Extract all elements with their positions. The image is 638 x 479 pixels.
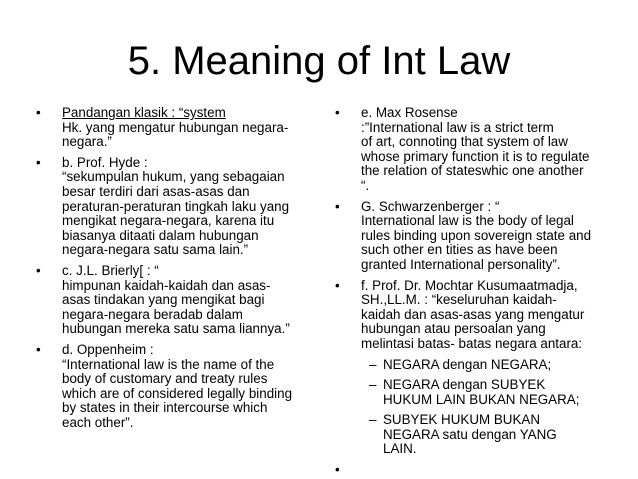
bullet-icon: •	[36, 262, 41, 278]
item-line: whose primary function it is to regulate	[361, 148, 590, 164]
sub-item-line: NEGARA satu dengan YANG	[383, 426, 557, 442]
bullet-icon: •	[335, 462, 340, 478]
dash-icon: –	[369, 412, 377, 428]
item-line: besar terdiri dari asas-asas dan	[62, 183, 250, 199]
item-line: mengikat negara-negara, karena itu	[62, 213, 275, 229]
dash-icon: –	[369, 377, 377, 393]
list-item	[335, 106, 613, 194]
item-line: b. Prof. Hyde :	[62, 154, 148, 170]
bullet-icon: •	[335, 198, 340, 214]
item-line: negara-negara satu sama lain.”	[62, 242, 249, 258]
bullet-icon: •	[335, 277, 340, 293]
slide-title: 5. Meaning of Int Law	[127, 39, 511, 83]
item-line: of art, connoting that system of law	[361, 134, 568, 150]
right-column	[335, 105, 613, 478]
item-line: Pandangan klasik : “system	[62, 105, 226, 120]
item-line: International law is the body of legal	[361, 213, 574, 229]
item-line: “International law is the name of the	[62, 356, 275, 372]
list-item	[335, 200, 613, 273]
item-line: each other”.	[62, 414, 134, 430]
sub-item-line: SUBYEK HUKUM BUKAN	[383, 412, 540, 428]
item-line: granted International personality”.	[361, 256, 561, 272]
sub-item-line: NEGARA dengan SUBYEK	[383, 377, 546, 393]
sub-list-item	[335, 358, 613, 373]
list-item	[36, 106, 326, 150]
list-item	[36, 156, 326, 258]
item-line: melintasi batas- batas negara antara:	[361, 335, 583, 351]
item-line: which are of considered legally binding	[62, 385, 293, 401]
left-column	[36, 106, 326, 436]
item-line: Hk. yang mengatur hubungan negara-	[62, 119, 289, 135]
item-line: hubungan atau persoalan yang	[361, 321, 546, 337]
item-line: “.	[361, 177, 370, 193]
sub-list-item	[335, 413, 613, 457]
item-line: negara-negara beradab dalam	[62, 306, 243, 322]
item-line: peraturan-peraturan tingkah laku yang	[62, 198, 290, 214]
item-line: kaidah dan asas-asas yang mengatur	[361, 306, 585, 322]
item-line: body of customary and treaty rules	[62, 371, 268, 387]
item-line: by states in their intercourse which	[62, 400, 268, 416]
list-item	[335, 279, 613, 352]
item-line: SH.,LL.M. : “keseluruhan kaidah-	[361, 292, 557, 308]
item-line: asas tindakan yang mengikat bagi	[62, 292, 265, 308]
item-line: c. J.L. Brierly[ : “	[62, 262, 159, 278]
sub-item-line: HUKUM LAIN BUKAN NEGARA;	[383, 391, 580, 407]
bullet-icon: •	[36, 341, 41, 357]
sub-list-item	[335, 378, 613, 407]
list-item	[36, 343, 326, 431]
dash-icon: –	[369, 356, 377, 372]
item-line: himpunan kaidah-kaidah dan asas-	[62, 277, 271, 293]
item-line: hubungan mereka satu sama liannya.”	[62, 321, 290, 337]
item-line: such other en tities as have been	[361, 242, 558, 258]
sub-item-line: NEGARA dengan NEGARA;	[383, 356, 552, 372]
item-line: biasanya ditaati dalam hubungan	[62, 227, 259, 243]
item-line: e. Max Rosense	[361, 105, 458, 120]
item-line: f. Prof. Dr. Mochtar Kusumaatmadja,	[361, 277, 578, 293]
item-line: d. Oppenheim :	[62, 341, 154, 357]
item-line: G. Schwarzenberger : “	[361, 198, 500, 214]
list-item	[36, 264, 326, 337]
bullet-icon: •	[36, 105, 41, 120]
item-line: :”International law is a strict term	[361, 119, 554, 135]
item-line: rules binding upon sovereign state and	[361, 227, 592, 243]
sub-item-line: LAIN.	[383, 441, 417, 457]
item-line: “sekumpulan hukum, yang sebagaian	[62, 169, 285, 185]
item-line: negara.”	[62, 134, 112, 150]
bullet-icon: •	[36, 154, 41, 170]
bullet-icon: •	[335, 105, 340, 120]
item-line: the relation of stateswhic one another	[361, 163, 584, 179]
